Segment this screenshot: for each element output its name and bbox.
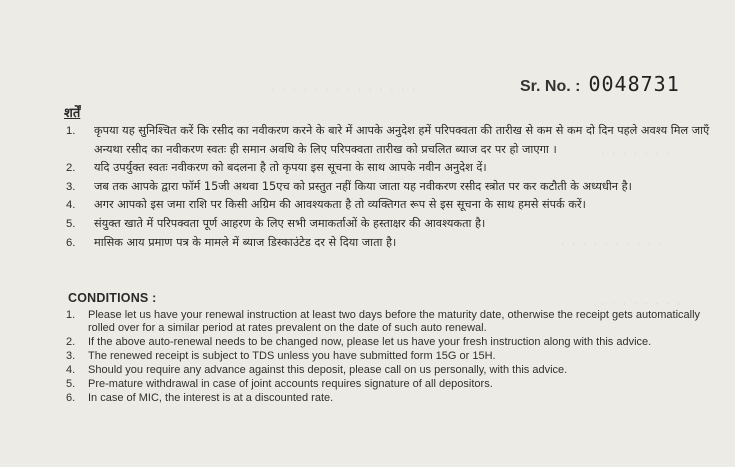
condition-item	[66, 309, 726, 336]
hindi-condition-item	[66, 122, 721, 159]
condition-item	[66, 392, 726, 405]
hindi-condition-item	[66, 178, 721, 197]
item-number: 4.	[66, 199, 76, 212]
item-text: Please let us have your renewal instruction at least two days before the maturity date, otherwise the receipt gets automatically rolled over for a similar period at rates prevalent on the date of such auto renewal.	[88, 309, 701, 335]
show-through-text: · · · · · · · · · ·	[560, 240, 663, 250]
item-number: 6.	[66, 236, 76, 249]
hindi-condition-item	[66, 234, 721, 253]
item-text: The renewed receipt is subject to TDS unless you have submitted form 15G or 15H.	[88, 350, 496, 363]
item-text: अगर आपको इस जमा राशि पर किसी अग्रिम की आवश्यकता है तो व्यक्तिगत रूप से इस सूचना के साथ हमसे संपर्क करें।	[94, 198, 586, 212]
item-text: संयुक्त खाते में परिपक्वता पूर्ण आहरण के लिए सभी जमाकर्ताओं के हस्ताक्षर की आवश्यकता है।	[94, 216, 486, 230]
show-through-text: · · · · · · · ·	[600, 300, 682, 310]
conditions-list	[66, 309, 726, 406]
condition-item	[66, 336, 726, 349]
item-number: 3.	[66, 180, 76, 193]
item-text: कृपया यह सुनिश्चित करें कि रसीद का नवीकरण करने के बारे में आपके अनुदेश हमें परिपक्वता की तारीख से कम से कम दो दिन पहले अवश्य मिल जाएँ अन्यथा रसीद का नवीकरण स्वतः ही समान अवधि के लिए परिपक्वता तारीख को प्रचलित ब्याज दर पर हो जाएगा ।	[94, 124, 710, 156]
hindi-condition-item	[66, 215, 721, 234]
item-text: मासिक आय प्रमाण पत्र के मामले में ब्याज डिस्काउंटेड दर से दिया जाता है।	[94, 235, 397, 249]
item-number: 5.	[66, 378, 76, 391]
serial-value: 0048731	[588, 72, 680, 96]
condition-item	[66, 378, 726, 391]
item-text: जब तक आपके द्वारा फॉर्म 15जी अथवा 15एच को प्रस्तुत नहीं किया जाता यह नवीकरण रसीद स्त्रोत पर कर कटौती के अध्यधीन है।	[94, 179, 632, 193]
item-text: If the above auto-renewal needs to be changed now, please let us have your fresh instruction along with this advice.	[88, 336, 652, 349]
item-number: 1.	[66, 309, 76, 321]
show-through-text: · · · · · · ·	[600, 150, 671, 160]
item-number: 6.	[66, 392, 76, 405]
item-number: 2.	[66, 336, 76, 349]
item-text: Pre-mature withdrawal in case of joint accounts requires signature of all depositors.	[88, 378, 493, 391]
hindi-conditions-list	[66, 122, 721, 252]
serial-label: Sr. No. :	[520, 78, 581, 95]
item-number: 4.	[66, 364, 76, 377]
show-through-text: · · · · · · · · · · · · · ·	[270, 86, 417, 96]
item-number: 3.	[66, 350, 76, 363]
item-text: In case of MIC, the interest is at a discounted rate.	[88, 392, 334, 405]
item-number: 2.	[66, 162, 76, 175]
item-number: 5.	[66, 217, 76, 230]
condition-item	[66, 350, 726, 363]
conditions-heading: CONDITIONS :	[68, 291, 157, 305]
hindi-condition-item	[66, 196, 721, 215]
item-text: यदि उपर्युक्त स्वतः नवीकरण को बदलना है तो कृपया इस सूचना के साथ आपके नवीन अनुदेश दें।	[94, 161, 487, 175]
item-number: 1.	[66, 125, 76, 137]
serial-number	[520, 72, 680, 96]
condition-item	[66, 364, 726, 377]
hindi-condition-item	[66, 159, 721, 178]
item-text: Should you require any advance against this deposit, please call on us personally, with this advice.	[88, 364, 568, 377]
hindi-conditions-heading: शर्तें	[64, 106, 81, 121]
